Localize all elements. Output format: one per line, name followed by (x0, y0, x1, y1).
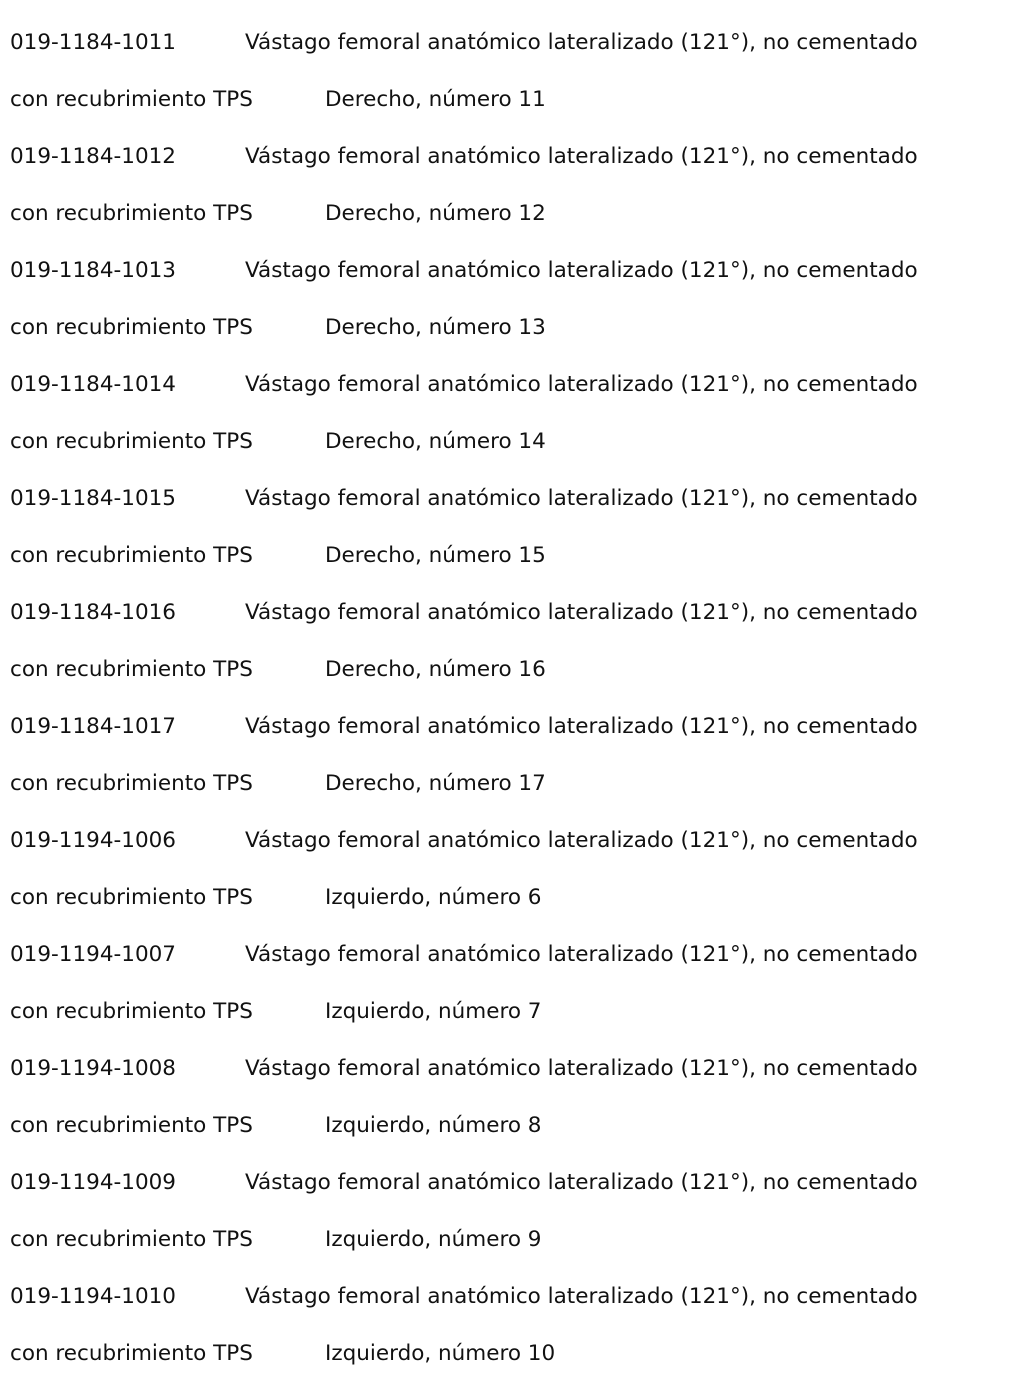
product-coating: con recubrimiento TPS (10, 1113, 253, 1138)
product-coating: con recubrimiento TPS (10, 543, 253, 568)
entry-line-2 (10, 1325, 1005, 1382)
product-code: 019-1194-1008 (10, 1056, 176, 1081)
product-side-size: Derecho, número 12 (325, 201, 546, 226)
entry-line-2 (10, 299, 1005, 356)
entry-line-2 (10, 527, 1005, 584)
product-description: Vástago femoral anatómico lateralizado (121°), no cementado (245, 1170, 918, 1195)
product-coating: con recubrimiento TPS (10, 657, 253, 682)
product-coating: con recubrimiento TPS (10, 315, 253, 340)
product-code: 019-1184-1013 (10, 258, 176, 283)
list-item (10, 698, 1005, 812)
product-description: Vástago femoral anatómico lateralizado (121°), no cementado (245, 486, 918, 511)
entry-line-1 (10, 14, 1005, 71)
entry-line-1 (10, 1154, 1005, 1211)
product-code: 019-1184-1017 (10, 714, 176, 739)
product-code: 019-1184-1016 (10, 600, 176, 625)
list-item (10, 1040, 1005, 1154)
product-side-size: Izquierdo, número 7 (325, 999, 542, 1024)
product-side-size: Izquierdo, número 8 (325, 1113, 542, 1138)
product-coating: con recubrimiento TPS (10, 1341, 253, 1366)
product-side-size: Izquierdo, número 6 (325, 885, 542, 910)
product-description: Vástago femoral anatómico lateralizado (121°), no cementado (245, 1056, 918, 1081)
entry-line-2 (10, 869, 1005, 926)
product-coating: con recubrimiento TPS (10, 771, 253, 796)
product-description: Vástago femoral anatómico lateralizado (121°), no cementado (245, 144, 918, 169)
entry-line-2 (10, 1211, 1005, 1268)
entry-line-1 (10, 812, 1005, 869)
product-coating: con recubrimiento TPS (10, 999, 253, 1024)
product-description: Vástago femoral anatómico lateralizado (121°), no cementado (245, 258, 918, 283)
entry-line-1 (10, 584, 1005, 641)
entry-line-2 (10, 755, 1005, 812)
list-item (10, 584, 1005, 698)
product-coating: con recubrimiento TPS (10, 885, 253, 910)
entry-line-1 (10, 1268, 1005, 1325)
product-description: Vástago femoral anatómico lateralizado (121°), no cementado (245, 1284, 918, 1309)
product-side-size: Izquierdo, número 9 (325, 1227, 542, 1252)
entry-line-2 (10, 1097, 1005, 1154)
product-code: 019-1184-1015 (10, 486, 176, 511)
product-description: Vástago femoral anatómico lateralizado (121°), no cementado (245, 600, 918, 625)
product-side-size: Derecho, número 11 (325, 87, 546, 112)
product-code: 019-1194-1009 (10, 1170, 176, 1195)
entry-line-2 (10, 983, 1005, 1040)
product-side-size: Derecho, número 15 (325, 543, 546, 568)
entry-line-1 (10, 1040, 1005, 1097)
entry-line-1 (10, 242, 1005, 299)
product-coating: con recubrimiento TPS (10, 87, 253, 112)
product-description: Vástago femoral anatómico lateralizado (121°), no cementado (245, 942, 918, 967)
product-code: 019-1184-1012 (10, 144, 176, 169)
list-item (10, 242, 1005, 356)
list-item (10, 1268, 1005, 1382)
list-item (10, 356, 1005, 470)
entry-line-2 (10, 413, 1005, 470)
product-side-size: Derecho, número 16 (325, 657, 546, 682)
product-coating: con recubrimiento TPS (10, 429, 253, 454)
product-side-size: Derecho, número 14 (325, 429, 546, 454)
product-list (10, 14, 1005, 1382)
entry-line-1 (10, 926, 1005, 983)
product-description: Vástago femoral anatómico lateralizado (121°), no cementado (245, 828, 918, 853)
list-item (10, 470, 1005, 584)
list-item (10, 926, 1005, 1040)
list-item (10, 14, 1005, 128)
product-side-size: Izquierdo, número 10 (325, 1341, 556, 1366)
product-coating: con recubrimiento TPS (10, 1227, 253, 1252)
entry-line-2 (10, 71, 1005, 128)
list-item (10, 1154, 1005, 1268)
entry-line-1 (10, 356, 1005, 413)
product-code: 019-1194-1007 (10, 942, 176, 967)
product-code: 019-1184-1014 (10, 372, 176, 397)
product-description: Vástago femoral anatómico lateralizado (121°), no cementado (245, 372, 918, 397)
product-coating: con recubrimiento TPS (10, 201, 253, 226)
entry-line-2 (10, 185, 1005, 242)
product-description: Vástago femoral anatómico lateralizado (121°), no cementado (245, 30, 918, 55)
entry-line-2 (10, 641, 1005, 698)
list-item (10, 812, 1005, 926)
product-code: 019-1194-1006 (10, 828, 176, 853)
product-description: Vástago femoral anatómico lateralizado (121°), no cementado (245, 714, 918, 739)
product-code: 019-1184-1011 (10, 30, 176, 55)
product-code: 019-1194-1010 (10, 1284, 176, 1309)
entry-line-1 (10, 470, 1005, 527)
entry-line-1 (10, 128, 1005, 185)
list-item (10, 128, 1005, 242)
product-side-size: Derecho, número 17 (325, 771, 546, 796)
entry-line-1 (10, 698, 1005, 755)
product-side-size: Derecho, número 13 (325, 315, 546, 340)
